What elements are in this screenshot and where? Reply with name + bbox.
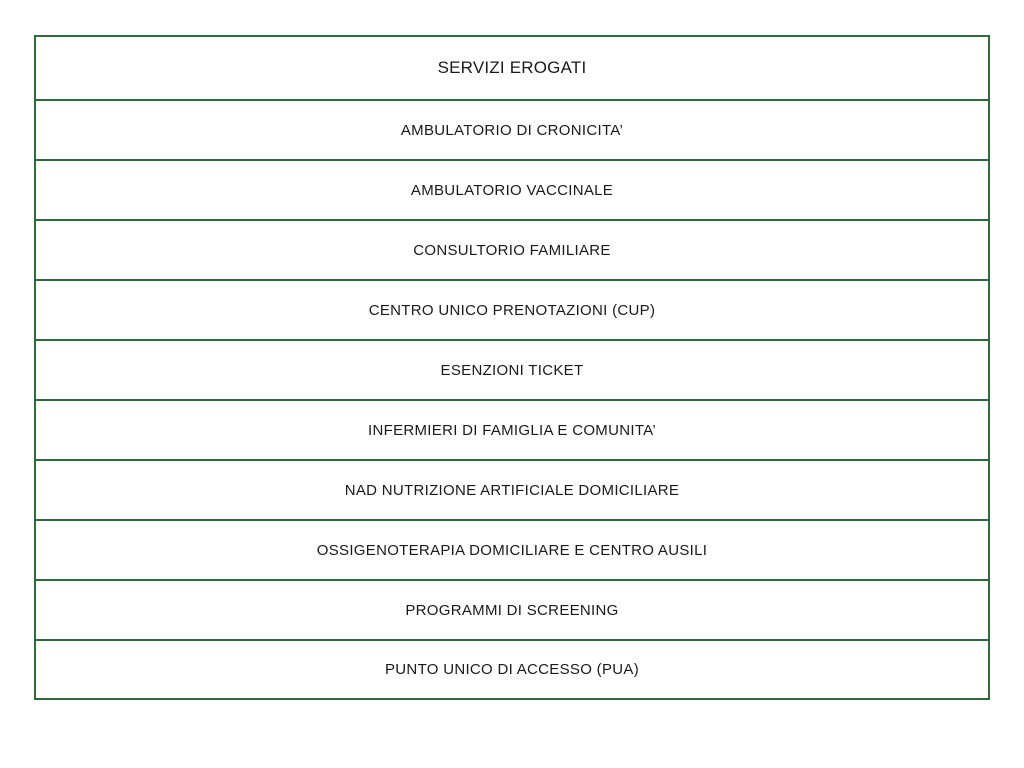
service-row-infermieri xyxy=(36,401,988,461)
service-row-esenzioni xyxy=(36,341,988,401)
service-label: INFERMIERI DI FAMIGLIA E COMUNITA’ xyxy=(368,421,656,439)
service-label: OSSIGENOTERAPIA DOMICILIARE E CENTRO AUSILI xyxy=(316,541,708,559)
service-label: NAD NUTRIZIONE ARTIFICIALE DOMICILIARE xyxy=(344,481,680,499)
table-title: SERVIZI EROGATI xyxy=(437,58,587,77)
services-table xyxy=(34,35,990,700)
table-header-row xyxy=(36,37,988,101)
service-row-nad xyxy=(36,461,988,521)
service-row-cup xyxy=(36,281,988,341)
service-row-cronicita xyxy=(36,101,988,161)
service-label: PUNTO UNICO DI ACCESSO (PUA) xyxy=(385,661,639,678)
service-row-screening xyxy=(36,581,988,641)
service-label: AMBULATORIO VACCINALE xyxy=(410,181,614,199)
service-label: AMBULATORIO DI CRONICITA’ xyxy=(400,121,624,139)
service-row-pua xyxy=(36,641,988,698)
service-label: ESENZIONI TICKET xyxy=(440,361,584,379)
service-label: CENTRO UNICO PRENOTAZIONI (CUP) xyxy=(368,301,656,319)
service-label: CONSULTORIO FAMILIARE xyxy=(413,241,611,259)
service-row-consultorio xyxy=(36,221,988,281)
service-label: PROGRAMMI DI SCREENING xyxy=(405,601,619,619)
service-row-ossigenoterapia xyxy=(36,521,988,581)
service-row-vaccinale xyxy=(36,161,988,221)
